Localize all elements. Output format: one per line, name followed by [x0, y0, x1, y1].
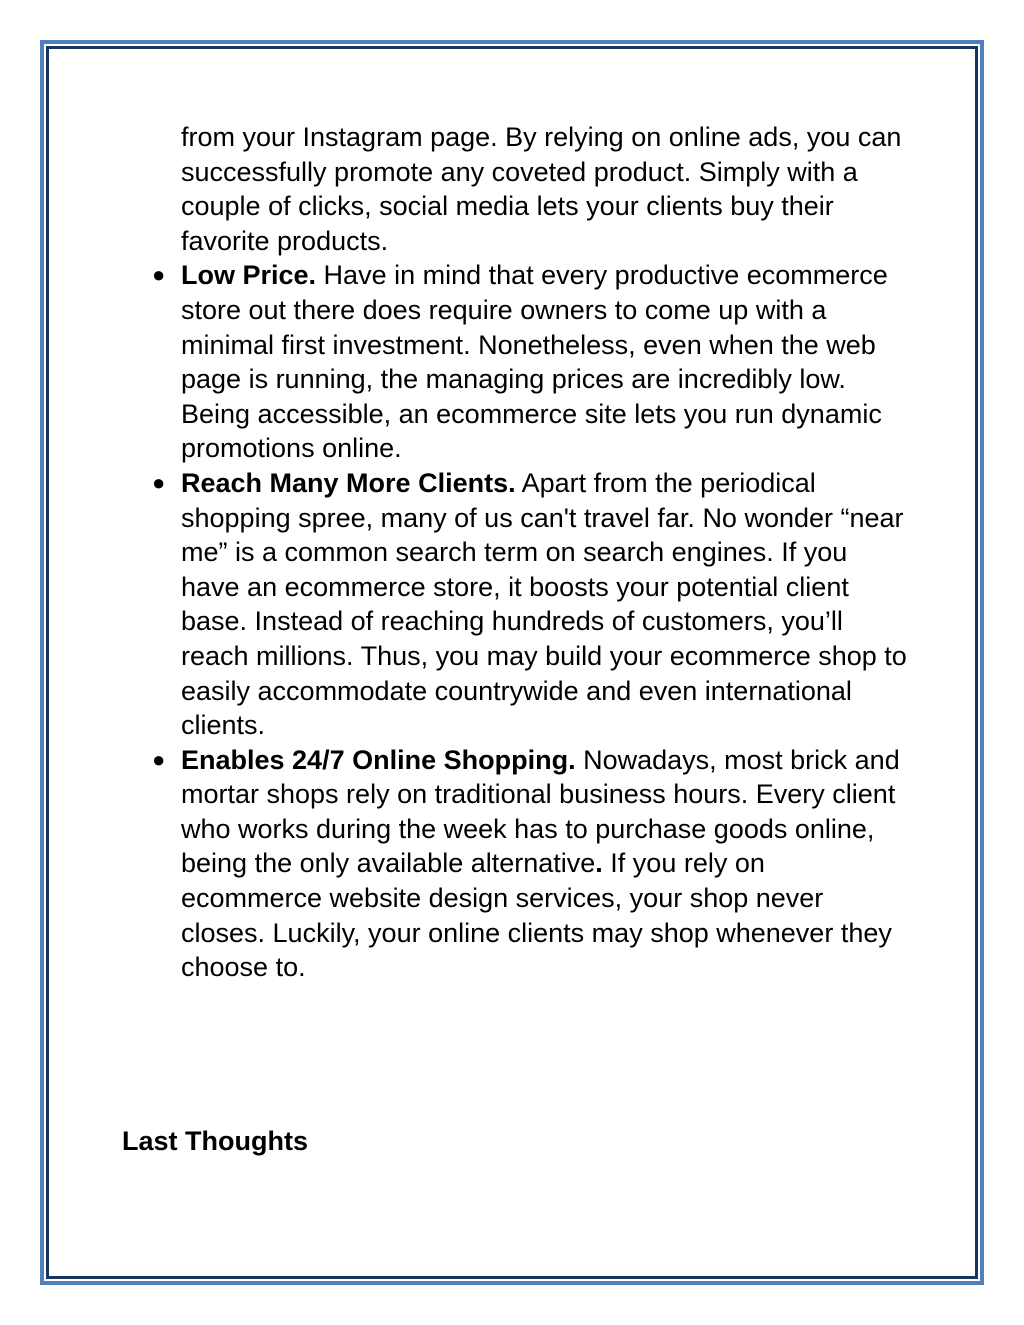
document-body — [122, 120, 912, 985]
bullet-body: Nowadays, most brick and mortar shops rely on traditional business hours. Every client who works during the week has to purchase goods online, being the only available alternative — [181, 744, 900, 879]
bullet-low-price — [122, 258, 912, 466]
bullet-lead: Reach Many More Clients. — [181, 467, 516, 498]
section-heading-last-thoughts: Last Thoughts — [122, 1126, 308, 1156]
intro-continuation-paragraph: from your Instagram page. By relying on online ads, you can successfully promote any coveted product. Simply with a couple of clicks, social media lets your clients buy their favorite products. — [181, 122, 902, 256]
bullet-online-shopping — [122, 743, 912, 985]
bullet-reach-clients — [122, 466, 912, 743]
bullet-lead: Low Price. — [181, 260, 317, 291]
bullet-body-bold-period: . — [595, 848, 603, 879]
bullet-lead: Enables 24/7 Online Shopping. — [181, 744, 576, 775]
bullet-icon: ● — [152, 746, 166, 772]
bullet-icon: ● — [152, 262, 166, 288]
bullet-body: Apart from the periodical shopping spree, many of us can't travel far. No wonder “near me” is a common search term on search engines. If you have an ecommerce store, it boosts your potential client base. Instead of reaching hundreds of customers, you’ll reach millions. Thus, you may build your ecommerce shop to easily accommodate countrywide and even international clients. — [181, 467, 907, 741]
bullet-body-continued: If you rely on ecommerce website design services, your shop never closes. Luckily, your online clients may shop whenever they choose to. — [181, 848, 892, 983]
bullet-body: Have in mind that every productive ecommerce store out there does require owners to come up with a minimal first investment. Nonetheless, even when the web page is running, the managing prices are incredibly low. Being accessible, an ecommerce site lets you run dynamic promotions online. — [181, 260, 888, 464]
bullet-icon: ● — [152, 469, 166, 495]
